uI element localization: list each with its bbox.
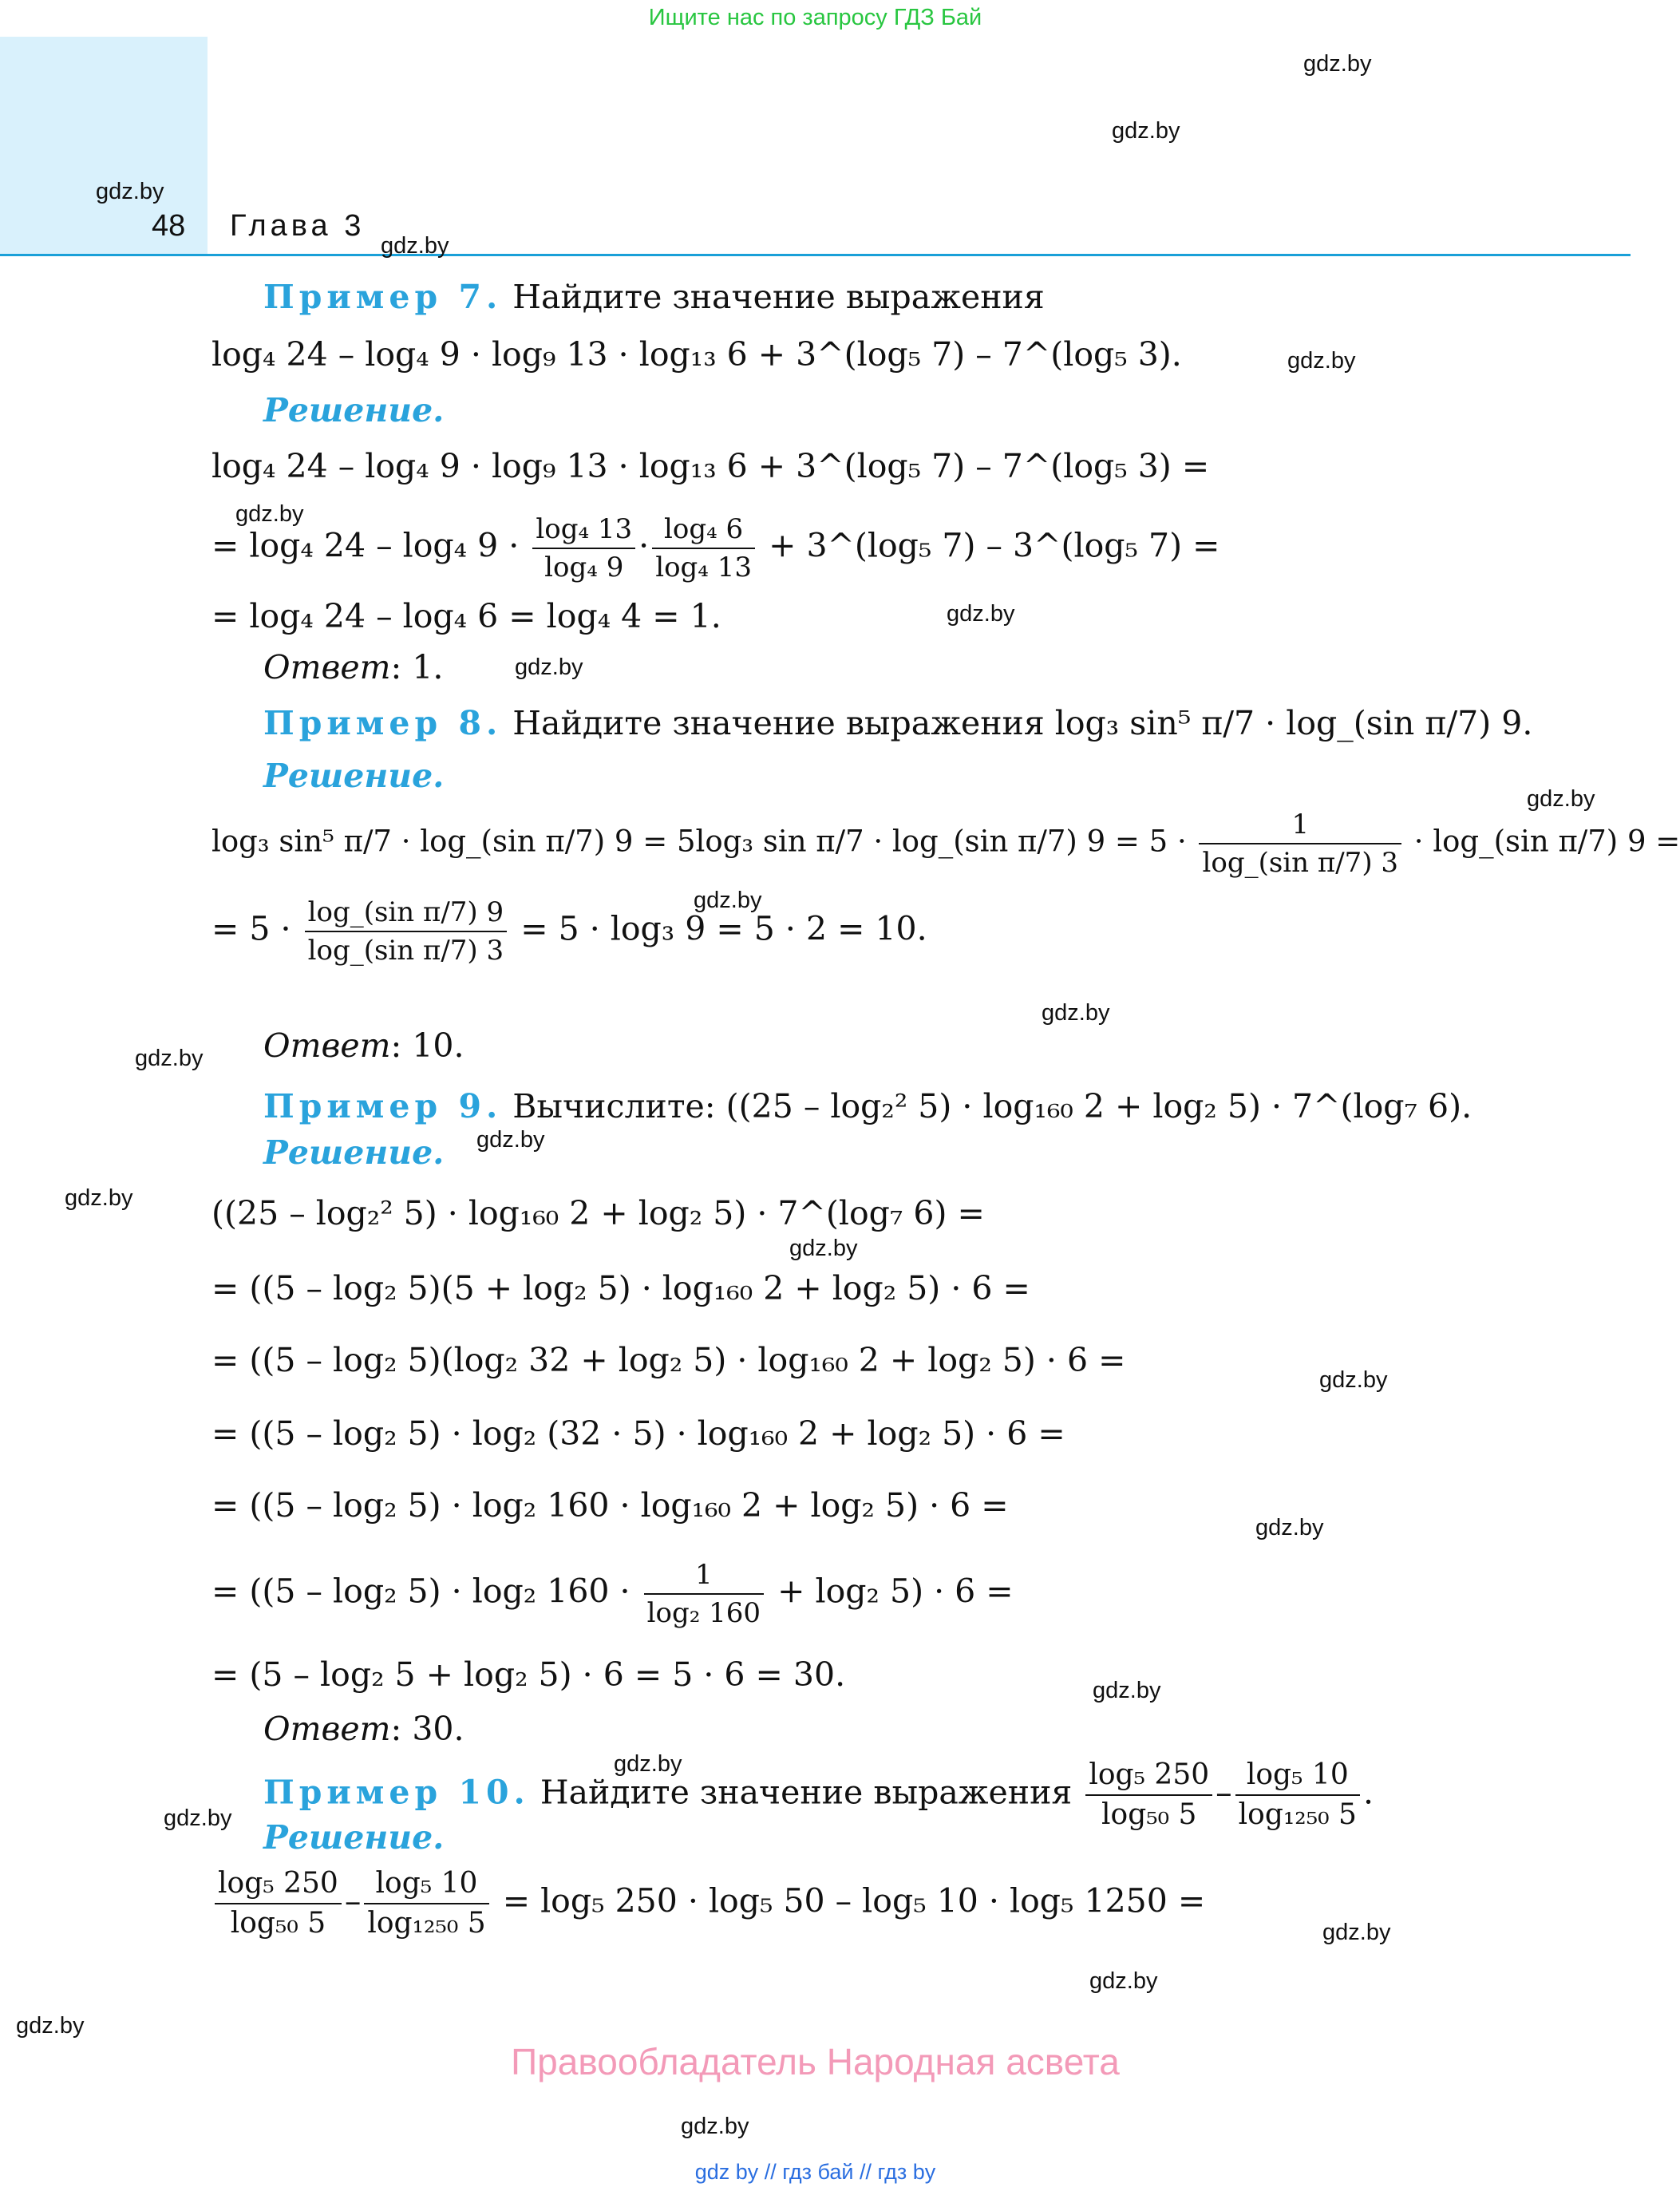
step-text: + log₂ 5) · 6 = bbox=[777, 1572, 1014, 1611]
example-9-step-1: ((25 – log₂² 5) · log₁₆₀ 2 + log₂ 5) · 7^(log₇ 6) = bbox=[211, 1194, 985, 1232]
example-8-step-1 bbox=[211, 806, 1680, 881]
example-7-task: Найдите значение выражения bbox=[512, 278, 1045, 316]
example-9-step-7: = (5 – log₂ 5 + log₂ 5) · 6 = 5 · 6 = 30. bbox=[211, 1655, 846, 1694]
answer-label: Ответ bbox=[263, 648, 391, 686]
example-8-solution-label bbox=[263, 757, 444, 795]
numerator: log₄ 6 bbox=[652, 511, 755, 549]
numerator: log₅ 250 bbox=[215, 1865, 342, 1904]
example-9-task: Вычислите: ((25 – log₂² 5) · log₁₆₀ 2 + log₂ 5) · 7^(log₇ 6). bbox=[512, 1087, 1472, 1125]
page-number: 48 bbox=[152, 209, 186, 243]
watermark: gdz.by bbox=[65, 1185, 133, 1211]
example-9-step-5: = ((5 – log₂ 5) · log₂ 160 · log₁₆₀ 2 + log₂ 5) · 6 = bbox=[211, 1486, 1009, 1525]
fraction bbox=[364, 1865, 488, 1943]
fraction bbox=[215, 1865, 342, 1943]
watermark: gdz.by bbox=[947, 601, 1015, 627]
step-text: + 3^(log₅ 7) – 3^(log₅ 7) = bbox=[769, 526, 1220, 565]
watermark: gdz.by bbox=[16, 2013, 85, 2039]
example-9-answer bbox=[263, 1710, 464, 1748]
watermark: gdz.by bbox=[1319, 1367, 1388, 1393]
watermark: gdz.by bbox=[96, 179, 164, 204]
example-9-step-6 bbox=[211, 1556, 1014, 1631]
step-text: = log₅ 250 · log₅ 50 – log₅ 10 · log₅ 1250 = bbox=[502, 1881, 1206, 1920]
example-7-step-3: = log₄ 24 – log₄ 6 = log₄ 4 = 1. bbox=[211, 597, 721, 635]
watermark: gdz.by bbox=[381, 233, 449, 259]
fraction bbox=[305, 894, 508, 969]
fraction bbox=[1085, 1756, 1212, 1834]
denominator: log₅₀ 5 bbox=[1101, 1798, 1197, 1831]
watermark: gdz.by bbox=[1322, 1920, 1391, 1945]
step-text: log₃ sin⁵ π/7 · log_(sin π/7) 9 = 5log₃ sin π/7 · log_(sin π/7) 9 = 5 · bbox=[211, 824, 1187, 859]
fraction bbox=[652, 511, 755, 586]
watermark: gdz.by bbox=[515, 655, 583, 680]
watermark: gdz.by bbox=[164, 1805, 232, 1831]
denominator: log_(sin π/7) 3 bbox=[307, 935, 504, 967]
example-7-step-2: = log₄ 24 – log₄ 9 · $\frac{\text{log₄ 13}}{\text{log₄ 9}}$ · $\frac{\text{log₄ 6}}{\text{log₄ 13}}$ + 3^(log₅ 7) – 3^(log₅ 7) = bbox=[211, 511, 1219, 586]
example-7-solution-label bbox=[263, 391, 444, 429]
example-7-heading bbox=[263, 278, 1045, 316]
header-rule bbox=[0, 254, 1631, 256]
example-9-step-4: = ((5 – log₂ 5) · log₂ (32 · 5) · log₁₆₀ 2 + log₂ 5) · 6 = bbox=[211, 1414, 1065, 1453]
fraction bbox=[1199, 806, 1401, 881]
example-8-task: Найдите значение выражения log₃ sin⁵ π/7 · log_(sin π/7) 9. bbox=[512, 704, 1533, 742]
numerator: log_(sin π/7) 9 bbox=[305, 894, 508, 932]
example-9-step-2: = ((5 – log₂ 5)(5 + log₂ 5) · log₁₆₀ 2 + log₂ 5) · 6 = bbox=[211, 1269, 1030, 1307]
watermark: gdz.by bbox=[476, 1127, 545, 1153]
top-banner: Ищите нас по запросу ГДЗ Бай bbox=[648, 5, 982, 30]
fraction bbox=[532, 511, 635, 586]
watermark: gdz.by bbox=[235, 501, 304, 527]
example-9-heading bbox=[263, 1087, 1472, 1125]
example-10-title: Пример 10. bbox=[263, 1773, 530, 1812]
watermark: gdz.by bbox=[614, 1751, 682, 1777]
watermark: gdz.by bbox=[1303, 51, 1372, 77]
footer-links[interactable]: gdz by // гдз бай // гдз by bbox=[694, 2160, 936, 2184]
denominator: log₂ 160 bbox=[646, 1597, 761, 1629]
watermark: gdz.by bbox=[1042, 1000, 1110, 1026]
answer-value: : 10. bbox=[390, 1026, 464, 1065]
example-7-title: Пример 7. bbox=[263, 278, 503, 316]
example-7-step-1: log₄ 24 – log₄ 9 · log₉ 13 · log₁₃ 6 + 3^(log₅ 7) – 7^(log₅ 3) = bbox=[211, 447, 1210, 485]
step-text: = 5 · log₃ 9 = 5 · 2 = 10. bbox=[520, 909, 927, 948]
numerator: log₅ 10 bbox=[1235, 1756, 1360, 1796]
answer-label: Ответ bbox=[263, 1710, 391, 1748]
minus-sign: – bbox=[1216, 1773, 1232, 1812]
example-8-answer bbox=[263, 1026, 464, 1065]
numerator: log₄ 13 bbox=[532, 511, 635, 549]
copyright-notice: Правообладатель Народная асвета bbox=[511, 2041, 1120, 2082]
example-9-title: Пример 9. bbox=[263, 1087, 503, 1125]
step-text: = log₄ 24 – log₄ 9 · bbox=[211, 526, 520, 565]
step-text: = 5 · bbox=[211, 909, 291, 948]
denominator: log₄ 9 bbox=[544, 552, 624, 583]
example-9-solution-label bbox=[263, 1133, 444, 1172]
example-10-task: Найдите значение выражения bbox=[540, 1773, 1073, 1812]
watermark: gdz.by bbox=[1089, 1968, 1158, 1994]
step-text: = ((5 – log₂ 5) · log₂ 160 · bbox=[211, 1572, 630, 1611]
denominator: log₅₀ 5 bbox=[230, 1907, 326, 1940]
watermark: gdz.by bbox=[694, 888, 762, 913]
denominator: log₁₂₅₀ 5 bbox=[1238, 1798, 1357, 1831]
watermark: gdz.by bbox=[789, 1236, 858, 1261]
denominator: log₁₂₅₀ 5 bbox=[367, 1907, 486, 1940]
watermark: gdz.by bbox=[1527, 786, 1595, 812]
watermark: gdz.by bbox=[135, 1046, 204, 1071]
example-7-expression: log₄ 24 – log₄ 9 · log₉ 13 · log₁₃ 6 + 3^(log₅ 7) – 7^(log₅ 3). bbox=[211, 335, 1182, 374]
solution-label: Решение. bbox=[263, 1818, 445, 1857]
denominator: log_(sin π/7) 3 bbox=[1202, 847, 1399, 879]
solution-label: Решение. bbox=[263, 1133, 445, 1172]
example-10-solution-label bbox=[263, 1818, 444, 1857]
example-8-heading bbox=[263, 704, 1532, 742]
watermark: gdz.by bbox=[1093, 1678, 1161, 1703]
fraction bbox=[644, 1556, 764, 1631]
numerator: 1 bbox=[1199, 806, 1401, 844]
answer-value: : 1. bbox=[390, 648, 444, 686]
example-10-step-1 bbox=[211, 1865, 1205, 1943]
solution-label: Решение. bbox=[263, 757, 445, 795]
example-8-title: Пример 8. bbox=[263, 704, 503, 742]
watermark: gdz.by bbox=[1112, 118, 1180, 144]
minus-sign: – bbox=[344, 1881, 362, 1920]
numerator: log₅ 250 bbox=[1085, 1756, 1212, 1796]
denominator: log₄ 13 bbox=[655, 552, 753, 583]
example-9-step-3: = ((5 – log₂ 5)(log₂ 32 + log₂ 5) · log₁₆₀ 2 + log₂ 5) · 6 = bbox=[211, 1341, 1126, 1379]
numerator: 1 bbox=[644, 1556, 764, 1595]
chapter-title: Глава 3 bbox=[230, 209, 366, 243]
watermark: gdz.by bbox=[1255, 1515, 1324, 1540]
step-text: · log_(sin π/7) 9 = bbox=[1413, 824, 1680, 859]
solution-label: Решение. bbox=[263, 391, 445, 429]
numerator: log₅ 10 bbox=[364, 1865, 488, 1904]
watermark: gdz.by bbox=[681, 2114, 749, 2139]
answer-value: : 30. bbox=[390, 1710, 464, 1748]
period: . bbox=[1362, 1773, 1374, 1812]
answer-label: Ответ bbox=[263, 1026, 391, 1065]
example-8-step-2 bbox=[211, 894, 927, 969]
fraction bbox=[1235, 1756, 1360, 1834]
watermark: gdz.by bbox=[1287, 348, 1356, 374]
example-7-answer bbox=[263, 648, 443, 686]
